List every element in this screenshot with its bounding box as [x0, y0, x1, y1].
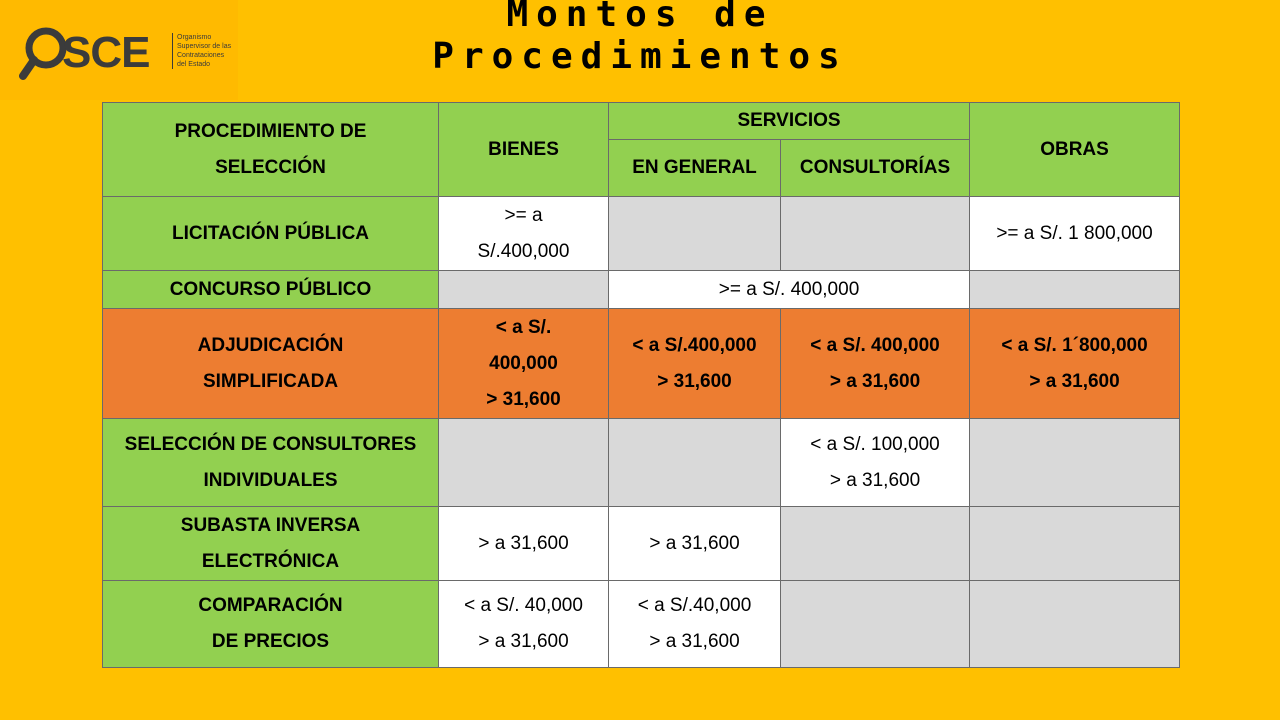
cell-comparacion-en-general	[609, 581, 781, 668]
cell-licitacion-bienes	[439, 197, 609, 271]
logo-subtitle	[172, 33, 243, 69]
cell-empty	[970, 271, 1180, 309]
header-en-general: EN GENERAL	[609, 140, 781, 197]
logo-subtitle-line: Contrataciones	[177, 52, 225, 59]
row-label-adjudicacion	[103, 309, 439, 419]
cell-line: SUBASTA INVERSA	[180, 514, 361, 536]
cell-line: < a S/.	[495, 316, 552, 338]
cell-empty	[439, 419, 609, 507]
osce-logo	[0, 0, 238, 100]
cell-concurso-servicios: >= a S/. 400,000	[609, 271, 970, 309]
cell-line: > a 31,600	[829, 469, 921, 491]
cell-line: DE PRECIOS	[211, 631, 330, 652]
cell-line: S/.400,000	[477, 240, 570, 262]
cell-licitacion-obras: >= a S/. 1 800,000	[970, 197, 1180, 271]
header-procedimiento	[103, 103, 439, 197]
header-procedimiento-line: PROCEDIMIENTO DE	[174, 120, 367, 142]
table-row	[103, 271, 1180, 309]
cell-line: > a 31,600	[478, 631, 569, 652]
row-label-subasta	[103, 507, 439, 581]
header-consultorias: CONSULTORÍAS	[781, 140, 970, 197]
cell-line: >= a	[504, 204, 543, 226]
cell-subasta-en-general: > a 31,600	[609, 507, 781, 581]
table-row	[103, 581, 1180, 668]
row-label-comparacion	[103, 581, 439, 668]
cell-line: < a S/. 1´800,000	[1001, 334, 1148, 356]
cell-adjudicacion-consultorias	[781, 309, 970, 419]
logo-subtitle-line: Supervisor de las	[177, 43, 232, 50]
cell-line: COMPARACIÓN	[198, 595, 343, 616]
cell-line: < a S/. 400,000	[810, 334, 940, 356]
magnifier-logo-icon	[18, 24, 68, 84]
cell-adjudicacion-bienes	[439, 309, 609, 419]
logo-subtitle-line: del Estado	[177, 61, 211, 68]
cell-line: 400,000	[489, 352, 558, 374]
logo-subtitle-line: Organismo	[177, 34, 212, 41]
cell-line: < a S/.40,000	[637, 595, 752, 616]
title-line-1: Montos de	[506, 0, 774, 35]
table-header-row	[103, 103, 1180, 140]
cell-line: ELECTRÓNICA	[201, 550, 340, 572]
cell-line: ADJUDICACIÓN	[197, 334, 344, 356]
cell-empty	[609, 419, 781, 507]
row-label-licitacion: LICITACIÓN PÚBLICA	[103, 197, 439, 271]
cell-empty	[970, 507, 1180, 581]
cell-adjudicacion-obras	[970, 309, 1180, 419]
cell-line: SELECCIÓN DE CONSULTORES	[124, 433, 417, 455]
cell-empty	[781, 507, 970, 581]
cell-line: > 31,600	[657, 370, 732, 392]
table-row	[103, 309, 1180, 419]
header-bienes: BIENES	[439, 103, 609, 197]
title-line-2: Procedimientos	[432, 36, 848, 77]
table-row	[103, 419, 1180, 507]
cell-comparacion-bienes	[439, 581, 609, 668]
procedure-amounts-table	[102, 102, 1180, 668]
page-title	[360, 0, 920, 78]
cell-line: < a S/.400,000	[632, 334, 757, 356]
cell-line: < a S/. 100,000	[810, 433, 940, 455]
cell-line: < a S/. 40,000	[464, 595, 583, 616]
row-label-concurso: CONCURSO PÚBLICO	[103, 271, 439, 309]
cell-line: SIMPLIFICADA	[202, 370, 339, 392]
table-row	[103, 507, 1180, 581]
cell-empty	[439, 271, 609, 309]
logo-brand-text: SCE	[62, 28, 150, 77]
cell-line: > a 31,600	[1029, 370, 1120, 392]
row-label-consultores	[103, 419, 439, 507]
cell-line: INDIVIDUALES	[203, 469, 338, 491]
cell-line: > a 31,600	[829, 370, 921, 392]
cell-empty	[970, 581, 1180, 668]
header-servicios: SERVICIOS	[609, 103, 970, 140]
cell-consultores-consultorias	[781, 419, 970, 507]
header-obras: OBRAS	[970, 103, 1180, 197]
cell-empty	[781, 581, 970, 668]
cell-adjudicacion-en-general	[609, 309, 781, 419]
table-row	[103, 197, 1180, 271]
cell-empty	[609, 197, 781, 271]
cell-subasta-bienes: > a 31,600	[439, 507, 609, 581]
cell-line: > a 31,600	[649, 631, 740, 652]
cell-empty	[781, 197, 970, 271]
header-procedimiento-line: SELECCIÓN	[215, 156, 326, 178]
cell-line: > 31,600	[486, 388, 561, 410]
cell-empty	[970, 419, 1180, 507]
